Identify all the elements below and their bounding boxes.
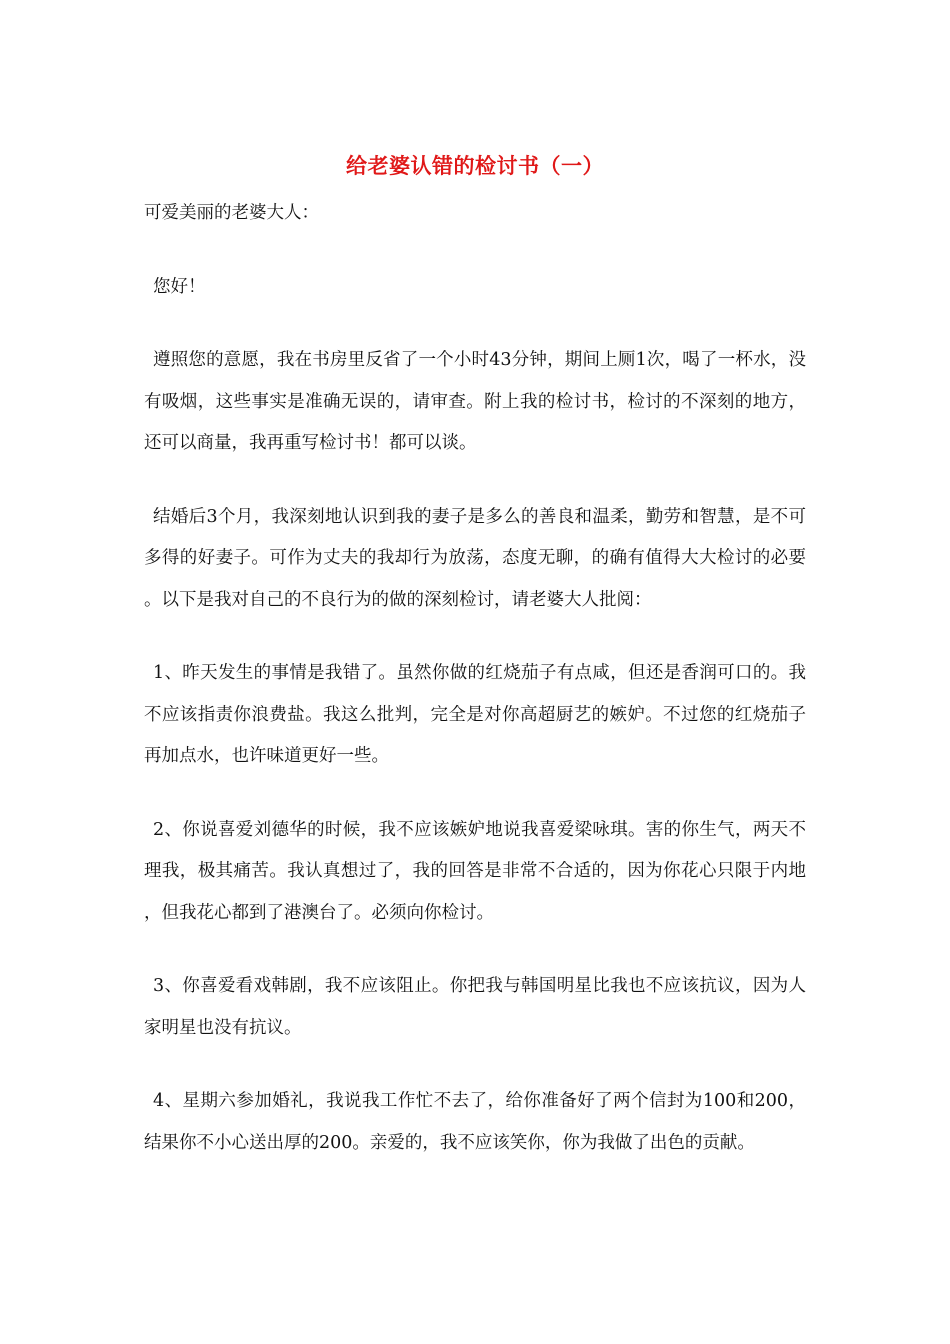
document-title: 给老婆认错的检讨书（一） [346, 153, 604, 178]
greeting: 您好！ [153, 276, 206, 297]
document-body [144, 193, 806, 1164]
paragraph-item-1: 1、昨天发生的事情是我错了。虽然你做的红烧茄子有点咸，但还是香润可口的。我不应该指责你浪费盐。我这么批判，完全是对你高超厨艺的嫉妒。不过您的红烧茄子再加点水，也许味道更好一些。 [144, 663, 806, 766]
paragraph-intro: 遵照您的意愿，我在书房里反省了一个小时43分钟，期间上厕1次，喝了一杯水，没有吸烟，这些事实是准确无误的，请审查。附上我的检讨书，检讨的不深刻的地方，还可以商量，我再重写检讨书！都可以谈。 [144, 350, 806, 453]
paragraph-marriage: 结婚后3个月，我深刻地认识到我的妻子是多么的善良和温柔，勤劳和智慧，是不可多得的好妻子。可作为丈夫的我却行为放荡，态度无聊，的确有值得大大检讨的必要。以下是我对自己的不良行为的做的深刻检讨，请老婆大人批阅： [144, 506, 806, 610]
paragraph-item-2: 2、你说喜爱刘德华的时候，我不应该嫉妒地说我喜爱梁咏琪。害的你生气，两天不理我，极其痛苦。我认真想过了，我的回答是非常不合适的，因为你花心只限于内地，但我花心都到了港澳台了。必须向你检讨。 [144, 819, 806, 923]
paragraph-item-3: 3、你喜爱看戏韩剧，我不应该阻止。你把我与韩国明星比我也不应该抗议，因为人家明星也没有抗议。 [144, 976, 806, 1038]
salutation: 可爱美丽的老婆大人： [144, 203, 319, 223]
paragraph-item-4: 4、星期六参加婚礼，我说我工作忙不去了，给你准备好了两个信封为100和200，结果你不小心送出厚的200。亲爱的，我不应该笑你，你为我做了出色的贡献。 [144, 1091, 806, 1153]
